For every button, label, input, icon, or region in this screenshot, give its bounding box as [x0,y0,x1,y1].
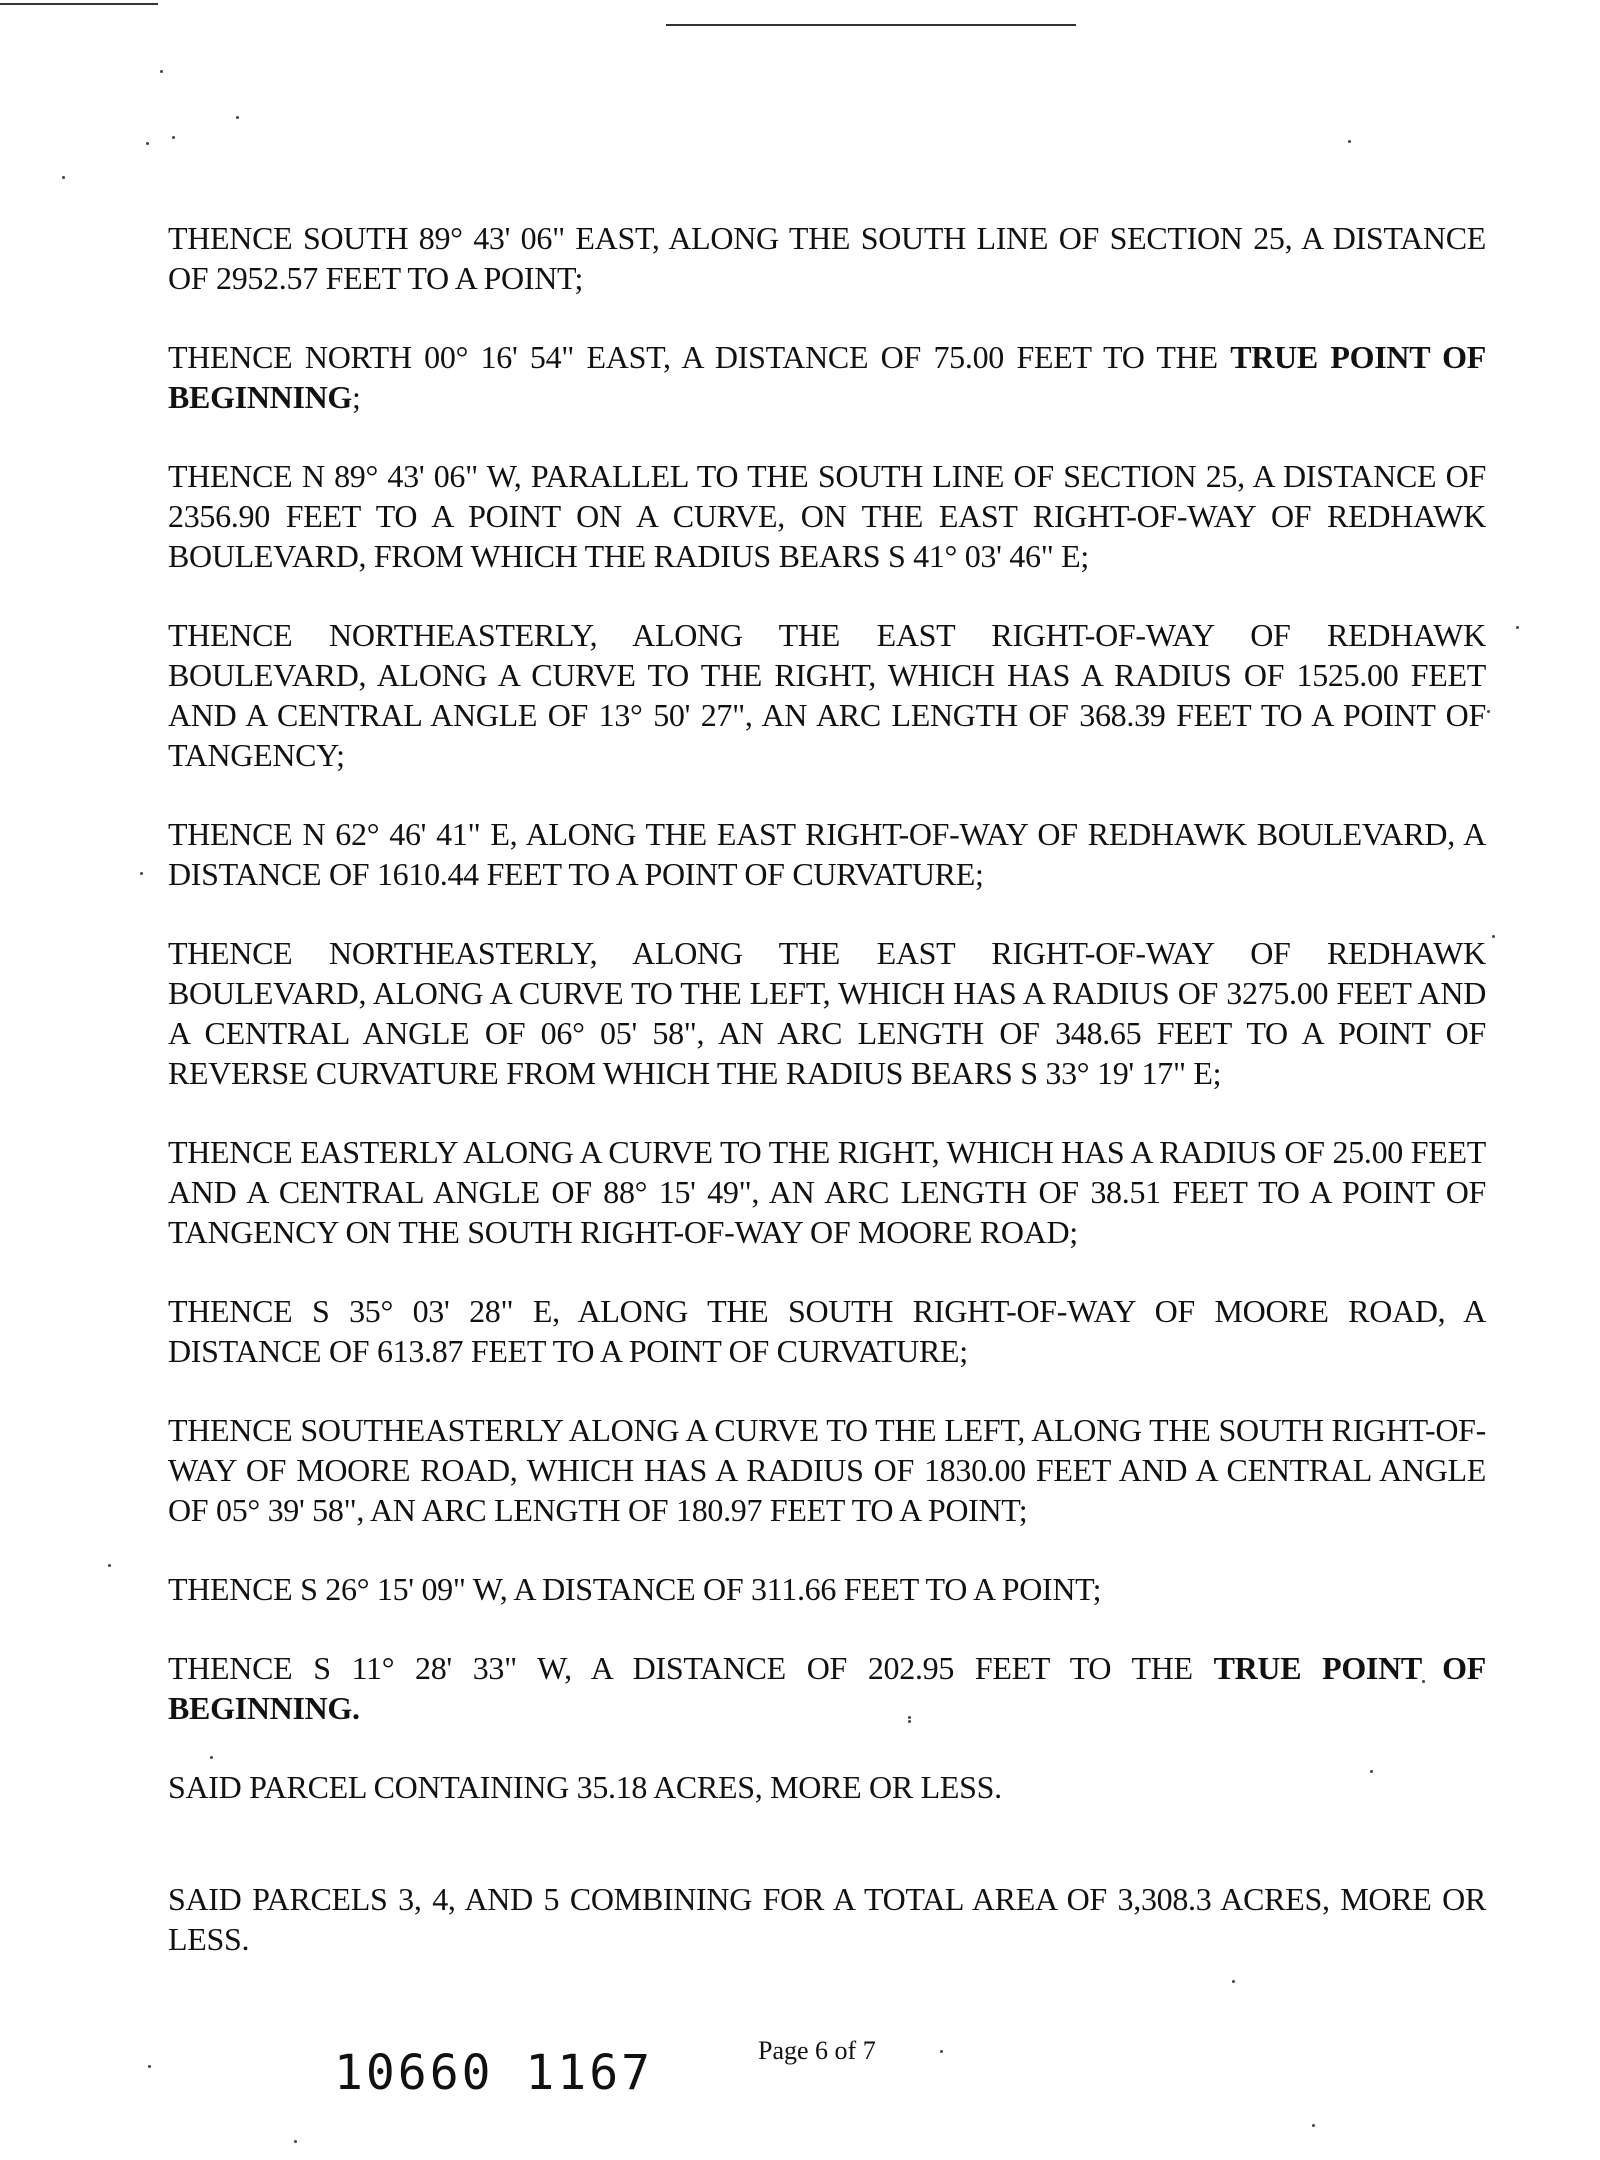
course-paragraph [168,814,1486,894]
course-paragraph [168,1291,1486,1371]
course-paragraph [168,456,1486,576]
paragraph-text: THENCE S 35° 03' 28" E, ALONG THE SOUTH RIGHT-OF-WAY OF MOORE ROAD, A DISTANCE OF 613.87 FEET TO A POINT OF CURVATURE; [168,1293,1486,1369]
paragraph-text: THENCE SOUTH 89° 43' 06" EAST, ALONG THE SOUTH LINE OF SECTION 25, A DISTANCE OF 2952.57 FEET TO A POINT; [168,220,1486,296]
course-paragraph [168,1569,1486,1609]
top-left-rule [0,3,158,5]
scan-speck [1516,626,1519,629]
scan-speck [146,142,149,145]
scan-speck [1487,710,1490,713]
paragraph-text: SAID PARCELS 3, 4, AND 5 COMBINING FOR A TOTAL AREA OF 3,308.3 ACRES, MORE OR LESS. [168,1881,1486,1957]
paragraph-text: THENCE NORTH 00° 16' 54" EAST, A DISTANCE OF 75.00 FEET TO THE [168,339,1231,375]
top-center-rule [666,24,1076,26]
course-paragraph [168,337,1486,417]
paragraph-text: ; [352,379,361,415]
paragraph-text: SAID PARCEL CONTAINING 35.18 ACRES, MORE OR LESS. [168,1769,1002,1805]
paragraph-text: THENCE EASTERLY ALONG A CURVE TO THE RIGHT, WHICH HAS A RADIUS OF 25.00 FEET AND A CENTRAL ANGLE OF 88° 15' 49", AN ARC LENGTH OF 38.51 FEET TO A POINT OF TANGENCY ON THE SOUTH RIGHT-OF-WAY OF MOORE ROAD; [168,1134,1486,1250]
paragraph-text: THENCE S 26° 15' 09" W, A DISTANCE OF 311.66 FEET TO A POINT; [168,1571,1102,1607]
paragraph-text: THENCE NORTHEASTERLY, ALONG THE EAST RIGHT-OF-WAY OF REDHAWK BOULEVARD, ALONG A CURVE TO THE LEFT, WHICH HAS A RADIUS OF 3275.00 FEET AND A CENTRAL ANGLE OF 06° 05' 58", AN ARC LENGTH OF 348.65 FEET TO A POINT OF REVERSE CURVATURE FROM WHICH THE RADIUS BEARS S 33° 19' 17" E; [168,935,1486,1091]
scan-speck [294,2140,297,2143]
scan-speck [140,872,143,875]
scan-speck [940,2050,943,2053]
recording-document-number: 10660 1167 [334,2045,653,2101]
scan-speck [148,2065,151,2068]
page-number: Page 6 of 7 [758,2036,876,2065]
paragraph-text: THENCE N 89° 43' 06" W, PARALLEL TO THE SOUTH LINE OF SECTION 25, A DISTANCE OF 2356.90 FEET TO A POINT ON A CURVE, ON THE EAST RIGHT-OF-WAY OF REDHAWK BOULEVARD, FROM WHICH THE RADIUS BEARS S 41° 03' 46" E; [168,458,1486,574]
scan-speck [62,176,65,179]
total-area-paragraph [168,1879,1486,1959]
paragraph-text: THENCE N 62° 46' 41" E, ALONG THE EAST RIGHT-OF-WAY OF REDHAWK BOULEVARD, A DISTANCE OF 1610.44 FEET TO A POINT OF CURVATURE; [168,816,1486,892]
course-paragraph [168,1410,1486,1530]
legal-description-body [168,218,1486,1998]
paragraph-text: THENCE NORTHEASTERLY, ALONG THE EAST RIGHT-OF-WAY OF REDHAWK BOULEVARD, ALONG A CURVE TO THE RIGHT, WHICH HAS A RADIUS OF 1525.00 FEET AND A CENTRAL ANGLE OF 13° 50' 27", AN ARC LENGTH OF 368.39 FEET TO A POINT OF TANGENCY; [168,617,1486,773]
scan-speck [172,136,175,139]
parcel-acreage-paragraph [168,1767,1486,1807]
scan-speck [1492,935,1495,938]
scan-speck [160,70,163,73]
course-paragraph [168,218,1486,298]
scan-speck [1348,140,1351,143]
true-point-of-beginning-label: TRUE POINT OF BEGINNING [168,339,1486,415]
course-paragraph [168,933,1486,1093]
scan-speck [236,116,239,119]
paragraph-text: THENCE S 11° 28' 33" W, A DISTANCE OF 202.95 FEET TO THE [168,1650,1214,1686]
true-point-of-beginning-label: TRUE POINT OF BEGINNING. [168,1650,1486,1726]
course-paragraph [168,615,1486,775]
scan-speck [108,1564,111,1567]
paragraph-text: THENCE SOUTHEASTERLY ALONG A CURVE TO THE LEFT, ALONG THE SOUTH RIGHT-OF-WAY OF MOORE ROAD, WHICH HAS A RADIUS OF 1830.00 FEET AND A CENTRAL ANGLE OF 05° 39' 58", AN ARC LENGTH OF 180.97 FEET TO A POINT; [168,1412,1486,1528]
course-paragraph [168,1648,1486,1728]
scan-speck [1312,2124,1315,2127]
course-paragraph [168,1132,1486,1252]
